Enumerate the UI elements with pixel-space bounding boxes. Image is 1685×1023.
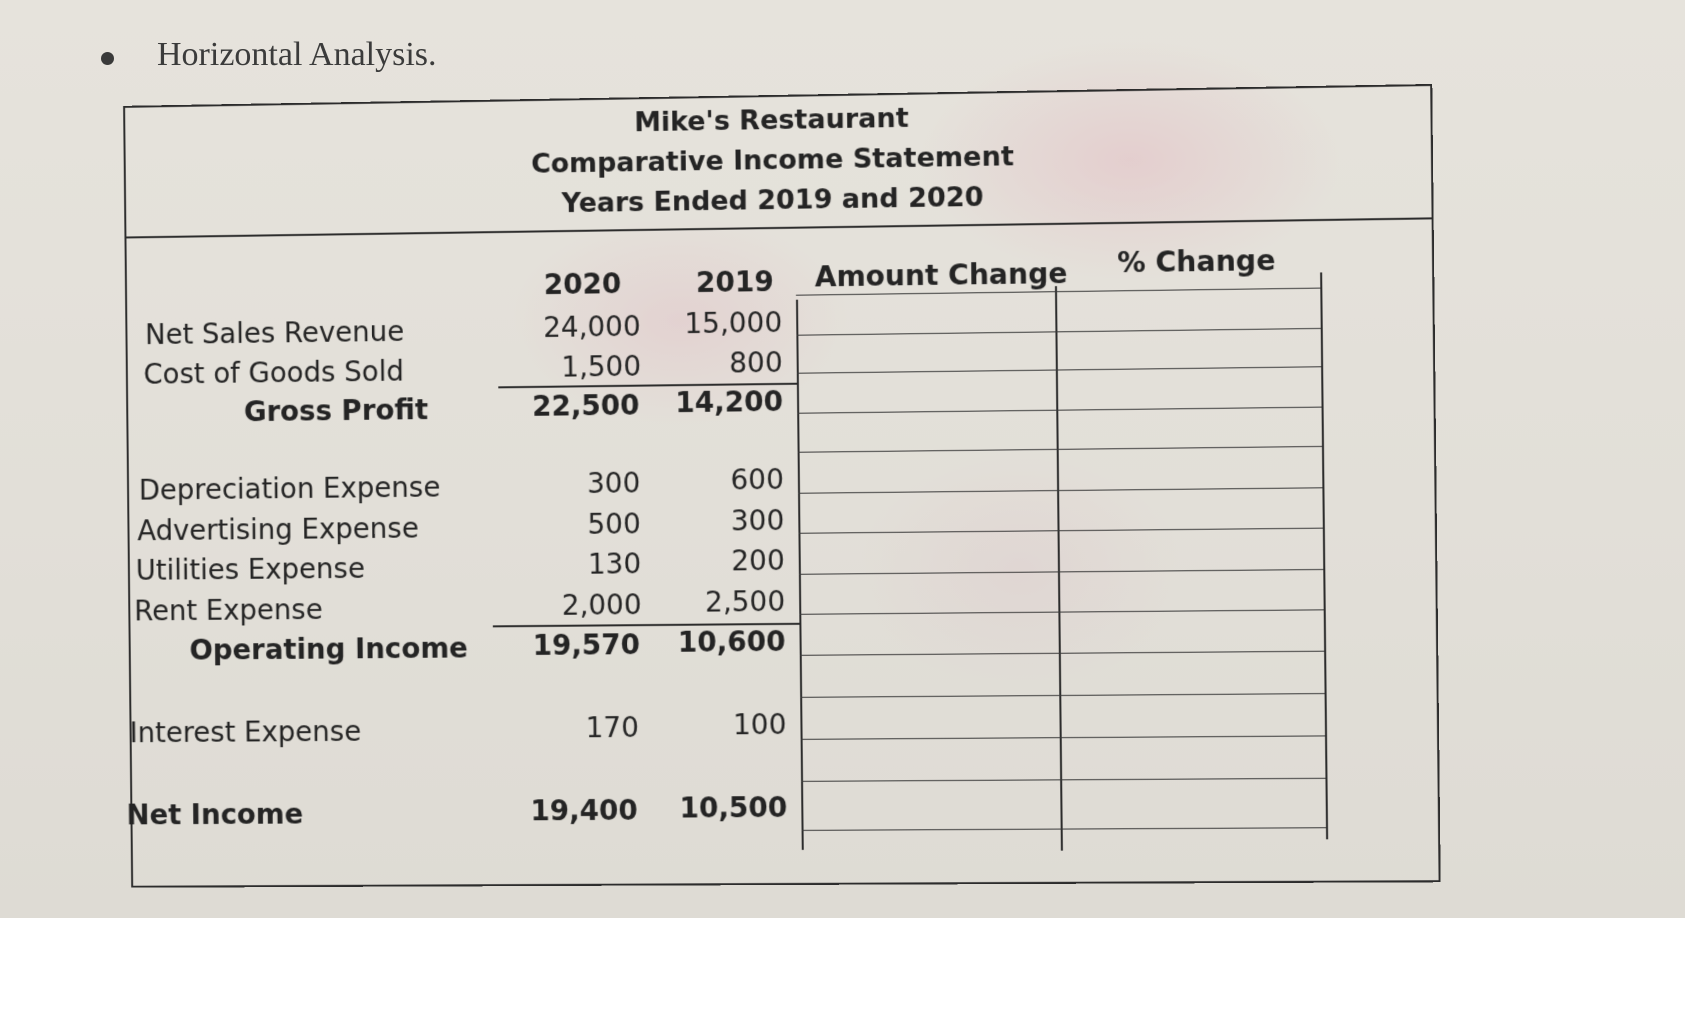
value-2019-total: 10,500 [679, 790, 788, 825]
value-2019: 300 [730, 503, 785, 538]
value-2019: 100 [732, 707, 787, 742]
value-2019-subtotal: 10,600 [677, 624, 786, 659]
value-2020: 500 [587, 507, 641, 541]
value-2019: 200 [731, 543, 785, 578]
company-name: Mike's Restaurant [634, 102, 909, 139]
row-label-subtotal: Gross Profit [243, 393, 429, 429]
value-2020-subtotal: 22,500 [531, 388, 640, 423]
value-2019-subtotal: 14,200 [675, 384, 784, 420]
value-2020: 300 [586, 466, 641, 500]
row-label: Depreciation Expense [138, 470, 441, 507]
value-2019: 2,500 [704, 584, 786, 619]
value-2020: 1,500 [561, 349, 642, 384]
value-2020: 130 [587, 547, 642, 581]
statement-title: Comparative Income Statement [530, 141, 1015, 180]
column-header-percent-change: % Change [1117, 243, 1276, 280]
value-2020: 2,000 [561, 588, 642, 622]
row-label: Interest Expense [129, 714, 362, 750]
value-2020-subtotal: 19,570 [532, 628, 641, 662]
income-statement-table [123, 84, 1441, 888]
row-label-subtotal: Operating Income [189, 631, 469, 667]
value-2020-total: 19,400 [530, 793, 638, 828]
section-heading: Horizontal Analysis. [157, 36, 437, 73]
column-header-2019: 2019 [695, 265, 774, 300]
row-label-total: Net Income [126, 797, 304, 832]
value-2019: 800 [729, 345, 783, 380]
value-2019: 600 [730, 462, 785, 497]
column-header-amount-change: Amount Change [814, 256, 1068, 294]
row-label: Advertising Expense [137, 511, 419, 548]
bullet-point [101, 52, 114, 65]
statement-period: Years Ended 2019 and 2020 [561, 181, 984, 220]
value-2019: 15,000 [684, 305, 783, 341]
column-header-2020: 2020 [543, 267, 622, 302]
value-2020: 170 [585, 710, 640, 745]
row-label: Net Sales Revenue [144, 314, 405, 352]
row-label: Cost of Goods Sold [143, 354, 405, 391]
value-2020: 24,000 [543, 309, 641, 344]
row-label: Rent Expense [134, 593, 323, 628]
row-label: Utilities Expense [135, 551, 366, 587]
